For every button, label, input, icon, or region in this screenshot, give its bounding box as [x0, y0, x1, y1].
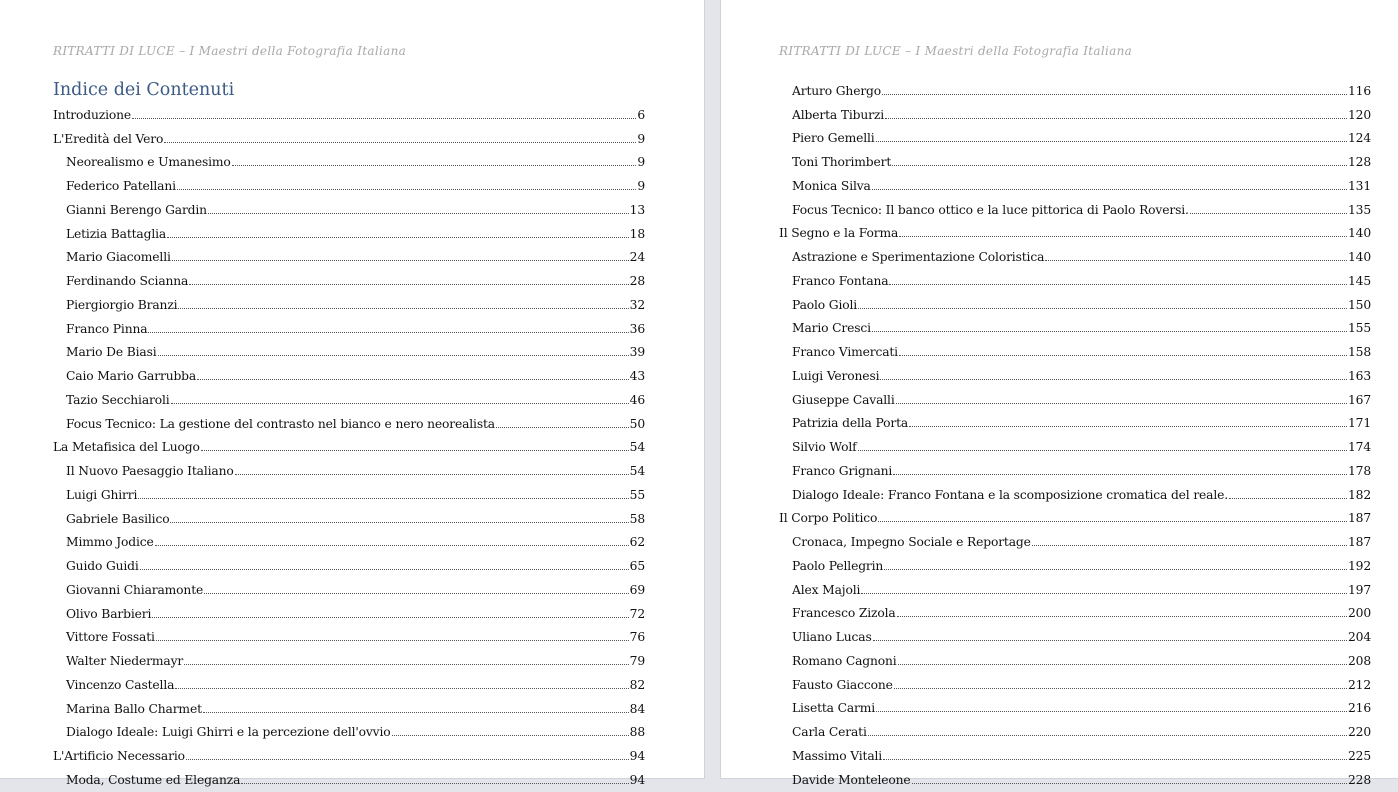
- toc-leader-dots: [893, 474, 1347, 475]
- toc-entry[interactable]: [779, 578, 1371, 602]
- toc-entry[interactable]: [779, 222, 1371, 246]
- running-header: RITRATTI DI LUCE – I Maestri della Fotografia Italiana: [53, 44, 407, 58]
- toc-entry[interactable]: [779, 340, 1371, 364]
- toc-entry[interactable]: [779, 673, 1371, 697]
- toc-leader-dots: [896, 403, 1347, 404]
- toc-page-number: 192: [1347, 558, 1371, 573]
- toc-leader-dots: [208, 213, 629, 214]
- toc-leader-dots: [909, 426, 1347, 427]
- toc-leader-dots: [889, 284, 1347, 285]
- toc-entry-title: Tazio Secchiaroli: [66, 392, 170, 407]
- toc-entry[interactable]: [779, 625, 1371, 649]
- toc-entry[interactable]: [53, 531, 645, 555]
- toc-page-number: 167: [1347, 392, 1371, 407]
- toc-page-number: 24: [629, 250, 645, 265]
- toc-entry-title: Franco Grignani: [792, 463, 893, 478]
- toc-entry[interactable]: [779, 744, 1371, 768]
- toc-entry[interactable]: [779, 293, 1371, 317]
- toc-entry[interactable]: [53, 697, 645, 721]
- toc-entry-title: Introduzione: [53, 107, 132, 122]
- toc-leader-dots: [132, 118, 636, 119]
- toc-entry[interactable]: [779, 602, 1371, 626]
- toc-page-number: 43: [629, 369, 645, 384]
- toc-leader-dots: [177, 189, 636, 190]
- toc-entry-title: Piergiorgio Branzi: [66, 297, 178, 312]
- toc-page-number: 32: [629, 297, 645, 312]
- toc-page-number: 58: [629, 511, 645, 526]
- toc-leader-dots: [197, 379, 629, 380]
- toc-leader-dots: [873, 640, 1347, 641]
- toc-page-number: 155: [1347, 321, 1371, 336]
- toc-page-number: 69: [629, 582, 645, 597]
- toc-entry[interactable]: [779, 412, 1371, 436]
- toc-entry[interactable]: [53, 222, 645, 246]
- toc-leader-dots: [155, 545, 629, 546]
- toc-page-number: 128: [1347, 155, 1371, 170]
- toc-entry-title: La Metafisica del Luogo: [53, 440, 200, 455]
- toc-leader-dots: [496, 427, 629, 428]
- toc-leader-dots: [892, 165, 1347, 166]
- toc-entry[interactable]: [53, 768, 645, 792]
- toc-page-number: 18: [629, 226, 645, 241]
- toc-leader-dots: [876, 141, 1347, 142]
- toc-page-number: 120: [1347, 107, 1371, 122]
- toc-leader-dots: [148, 332, 628, 333]
- toc-page-number: 228: [1347, 772, 1371, 787]
- toc-entry-title: Astrazione e Sperimentazione Coloristica: [792, 250, 1045, 265]
- toc-entry-title: Moda, Costume ed Eleganza: [66, 772, 241, 787]
- toc-leader-dots: [868, 735, 1347, 736]
- toc-page-number: 6: [637, 107, 645, 122]
- toc-leader-dots: [1229, 498, 1347, 499]
- toc-leader-dots: [175, 688, 628, 689]
- toc-leader-dots: [894, 688, 1347, 689]
- toc-entry[interactable]: [53, 269, 645, 293]
- toc-entry-title: L'Artificio Necessario: [53, 749, 185, 764]
- toc-leader-dots: [241, 783, 628, 784]
- toc-entry-title: Letizia Battaglia: [66, 226, 167, 241]
- toc-entry-title: Vittore Fossati: [66, 630, 155, 645]
- toc-entry[interactable]: [53, 744, 645, 768]
- toc-leader-dots: [138, 498, 628, 499]
- toc-entry[interactable]: [779, 697, 1371, 721]
- toc-entry-title: Arturo Ghergo: [792, 83, 882, 98]
- toc-page-number: 140: [1347, 226, 1371, 241]
- toc-page-number: 36: [629, 321, 645, 336]
- toc-page-number: 116: [1347, 83, 1371, 98]
- toc-leader-dots: [897, 616, 1347, 617]
- toc-entry[interactable]: [53, 364, 645, 388]
- toc-page-number: 9: [637, 179, 645, 194]
- toc-entry-title: Dialogo Ideale: Franco Fontana e la scomposizione cromatica del reale.: [792, 487, 1229, 502]
- toc-entry[interactable]: [779, 79, 1371, 103]
- toc-page-number: 72: [629, 606, 645, 621]
- toc-page-number: 178: [1347, 463, 1371, 478]
- toc-entry-title: Franco Vimercati: [792, 345, 898, 360]
- toc-leader-dots: [204, 593, 629, 594]
- toc-entry-title: Guido Guidi: [66, 559, 139, 574]
- toc-leader-dots: [882, 94, 1347, 95]
- toc-page-number: 82: [629, 677, 645, 692]
- toc-leader-dots: [152, 617, 628, 618]
- toc-entry-title: Fausto Giaccone: [792, 677, 893, 692]
- toc-entry[interactable]: [53, 602, 645, 626]
- toc-page-number: 197: [1347, 582, 1371, 597]
- toc-leader-dots: [184, 664, 629, 665]
- toc-entry[interactable]: [53, 483, 645, 507]
- toc-entry-title: Romano Cagnoni: [792, 653, 897, 668]
- toc-page-number: 55: [629, 487, 645, 502]
- toc-entry-title: Gabriele Basilico: [66, 511, 170, 526]
- toc-page-number: 39: [629, 345, 645, 360]
- toc-leader-dots: [201, 450, 629, 451]
- toc-entry[interactable]: [53, 174, 645, 198]
- toc-entry-title: Il Nuovo Paesaggio Italiano: [66, 464, 234, 479]
- toc-entry[interactable]: [53, 578, 645, 602]
- toc-entry[interactable]: [779, 649, 1371, 673]
- toc-entry[interactable]: [779, 768, 1371, 792]
- toc-leader-dots: [858, 308, 1347, 309]
- toc-entry[interactable]: [779, 530, 1371, 554]
- toc-leader-dots: [189, 284, 628, 285]
- toc-entry[interactable]: [779, 103, 1371, 127]
- toc-entry[interactable]: [779, 198, 1371, 222]
- toc-entry[interactable]: [779, 174, 1371, 198]
- toc-entry-title: Francesco Zizola: [792, 606, 896, 621]
- toc-entry-title: Massimo Vitali: [792, 748, 883, 763]
- toc-page-number: 94: [629, 772, 645, 787]
- toc-page-number: 171: [1347, 416, 1371, 431]
- toc-leader-dots: [861, 593, 1347, 594]
- toc-leader-dots: [899, 355, 1347, 356]
- toc-page-number: 124: [1347, 131, 1371, 146]
- toc-entry-title: Focus Tecnico: Il banco ottico e la luce pittorica di Paolo Roversi.: [792, 202, 1189, 217]
- toc-leader-dots: [178, 308, 628, 309]
- toc-entry-title: Mario De Biasi: [66, 345, 157, 360]
- toc-page-number: 204: [1347, 630, 1371, 645]
- toc-entry-title: Uliano Lucas: [792, 630, 872, 645]
- toc-leader-dots: [899, 236, 1347, 237]
- toc-page-number: 208: [1347, 653, 1371, 668]
- toc-page-number: 135: [1347, 202, 1371, 217]
- toc-page-number: 220: [1347, 725, 1371, 740]
- toc-leader-dots: [170, 522, 628, 523]
- toc-page-number: 79: [629, 654, 645, 669]
- toc-entry-title: Neorealismo e Umanesimo: [66, 155, 231, 170]
- toc-page-number: 140: [1347, 250, 1371, 265]
- toc-entry-title: Luigi Ghirri: [66, 487, 138, 502]
- toc-entry-title: Vincenzo Castella: [66, 677, 175, 692]
- toc-page-number: 174: [1347, 440, 1371, 455]
- toc-entry-title: Ferdinando Scianna: [66, 274, 189, 289]
- toc-page-number: 225: [1347, 748, 1371, 763]
- toc-leader-dots: [171, 403, 629, 404]
- toc-entry[interactable]: [779, 720, 1371, 744]
- running-header: RITRATTI DI LUCE – I Maestri della Fotografia Italiana: [779, 44, 1133, 58]
- toc-list-right: [779, 79, 1371, 792]
- toc-entry-title: Toni Thorimbert: [792, 155, 892, 170]
- toc-leader-dots: [883, 759, 1347, 760]
- toc-leader-dots: [186, 759, 629, 760]
- toc-entry-title: Olivo Barbieri: [66, 606, 152, 621]
- toc-leader-dots: [885, 118, 1347, 119]
- toc-entry-title: Paolo Pellegrin: [792, 558, 884, 573]
- toc-page-number: 88: [629, 725, 645, 740]
- toc-entry[interactable]: [53, 317, 645, 341]
- toc-entry[interactable]: [53, 151, 645, 175]
- toc-leader-dots: [878, 521, 1347, 522]
- toc-entry-title: Mario Cresci: [792, 321, 871, 336]
- toc-page-number: 216: [1347, 701, 1371, 716]
- toc-entry-title: Monica Silva: [792, 178, 871, 193]
- toc-entry[interactable]: [779, 127, 1371, 151]
- toc-entry-title: Mimmo Jodice: [66, 535, 154, 550]
- toc-entry-title: Piero Gemelli: [792, 131, 875, 146]
- toc-entry[interactable]: [53, 127, 645, 151]
- toc-page-number: 182: [1347, 487, 1371, 502]
- toc-entry-title: L'Eredità del Vero: [53, 131, 164, 146]
- toc-leader-dots: [912, 783, 1347, 784]
- toc-entry[interactable]: [779, 507, 1371, 531]
- toc-page-number: 84: [629, 701, 645, 716]
- toc-leader-dots: [156, 640, 629, 641]
- toc-entry[interactable]: [53, 626, 645, 650]
- document-page-right: [721, 0, 1398, 787]
- toc-entry[interactable]: [779, 150, 1371, 174]
- toc-leader-dots: [140, 569, 629, 570]
- toc-entry-title: Il Corpo Politico: [779, 511, 878, 526]
- toc-page-number: 212: [1347, 677, 1371, 692]
- toc-page-number: 54: [629, 440, 645, 455]
- toc-page-number: 150: [1347, 297, 1371, 312]
- toc-entry-title: Dialogo Ideale: Luigi Ghirri e la percezione dell'ovvio: [66, 725, 391, 740]
- toc-entry-title: Patrizia della Porta: [792, 416, 909, 431]
- toc-entry[interactable]: [779, 435, 1371, 459]
- toc-entry-title: Federico Patellani: [66, 179, 176, 194]
- toc-entry-title: Paolo Gioli: [792, 297, 858, 312]
- toc-leader-dots: [898, 664, 1347, 665]
- toc-entry[interactable]: [53, 412, 645, 436]
- toc-leader-dots: [858, 450, 1347, 451]
- toc-leader-dots: [392, 735, 629, 736]
- toc-leader-dots: [158, 355, 629, 356]
- toc-entry-title: Marina Ballo Charmet: [66, 701, 202, 716]
- toc-entry[interactable]: [779, 554, 1371, 578]
- toc-entry[interactable]: [53, 507, 645, 531]
- toc-leader-dots: [1190, 213, 1347, 214]
- toc-entry-title: Franco Fontana: [792, 273, 889, 288]
- toc-leader-dots: [235, 474, 629, 475]
- toc-entry-title: Franco Pinna: [66, 321, 148, 336]
- toc-entry[interactable]: [779, 388, 1371, 412]
- toc-entry-title: Focus Tecnico: La gestione del contrasto nel bianco e nero neorealista: [66, 416, 495, 431]
- toc-leader-dots: [876, 711, 1347, 712]
- toc-page-number: 187: [1347, 535, 1371, 550]
- toc-leader-dots: [1045, 260, 1347, 261]
- toc-entry-title: Alex Majoli: [792, 582, 861, 597]
- toc-page-number: 145: [1347, 273, 1371, 288]
- toc-page-number: 65: [629, 559, 645, 574]
- toc-page-number: 50: [629, 416, 645, 431]
- toc-entry[interactable]: [53, 459, 645, 483]
- toc-entry[interactable]: [779, 317, 1371, 341]
- toc-entry[interactable]: [53, 246, 645, 270]
- toc-entry[interactable]: [53, 673, 645, 697]
- toc-page-number: 9: [637, 155, 645, 170]
- toc-page-number: 9: [637, 131, 645, 146]
- toc-entry-title: Lisetta Carmi: [792, 701, 876, 716]
- toc-entry[interactable]: [779, 269, 1371, 293]
- toc-entry[interactable]: [53, 721, 645, 745]
- toc-entry-title: Il Segno e la Forma: [779, 226, 899, 241]
- toc-entry-title: Davide Monteleone: [792, 772, 911, 787]
- toc-entry-title: Giuseppe Cavalli: [792, 392, 895, 407]
- toc-page-number: 94: [629, 749, 645, 764]
- toc-entry-title: Alberta Tiburzi: [792, 107, 884, 122]
- toc-entry-title: Carla Cerati: [792, 725, 867, 740]
- toc-page-number: 62: [629, 535, 645, 550]
- toc-entry-title: Cronaca, Impegno Sociale e Reportage: [792, 535, 1031, 550]
- toc-entry-title: Silvio Wolf: [792, 440, 857, 455]
- toc-page-number: 28: [629, 274, 645, 289]
- toc-page-number: 76: [629, 630, 645, 645]
- toc-entry-title: Caio Mario Garrubba: [66, 369, 197, 384]
- toc-leader-dots: [164, 142, 636, 143]
- toc-entry[interactable]: [53, 436, 645, 460]
- toc-list-left: [53, 103, 645, 792]
- toc-entry[interactable]: [53, 554, 645, 578]
- toc-page-number: 187: [1347, 511, 1371, 526]
- toc-title: Indice dei Contenuti: [53, 80, 235, 100]
- toc-entry[interactable]: [53, 198, 645, 222]
- toc-leader-dots: [203, 712, 629, 713]
- toc-entry[interactable]: [53, 103, 645, 127]
- toc-page-number: 13: [629, 202, 645, 217]
- toc-entry-title: Walter Niedermayr: [66, 654, 184, 669]
- toc-leader-dots: [872, 331, 1347, 332]
- toc-page-number: 46: [629, 392, 645, 407]
- toc-entry[interactable]: [779, 245, 1371, 269]
- toc-leader-dots: [884, 569, 1347, 570]
- toc-page-number: 200: [1347, 606, 1371, 621]
- toc-leader-dots: [232, 165, 637, 166]
- toc-entry[interactable]: [779, 483, 1371, 507]
- toc-entry[interactable]: [53, 293, 645, 317]
- toc-page-number: 163: [1347, 368, 1371, 383]
- toc-leader-dots: [167, 237, 629, 238]
- toc-entry[interactable]: [53, 388, 645, 412]
- toc-entry[interactable]: [53, 649, 645, 673]
- toc-leader-dots: [1032, 545, 1347, 546]
- toc-leader-dots: [172, 260, 629, 261]
- toc-leader-dots: [880, 379, 1347, 380]
- toc-entry-title: Mario Giacomelli: [66, 250, 171, 265]
- toc-entry[interactable]: [53, 341, 645, 365]
- toc-entry-title: Luigi Veronesi: [792, 368, 880, 383]
- toc-page-number: 131: [1347, 178, 1371, 193]
- toc-entry[interactable]: [779, 364, 1371, 388]
- toc-page-number: 158: [1347, 345, 1371, 360]
- toc-entry[interactable]: [779, 459, 1371, 483]
- toc-entry-title: Gianni Berengo Gardin: [66, 202, 207, 217]
- toc-entry-title: Giovanni Chiaramonte: [66, 582, 204, 597]
- toc-page-number: 54: [629, 464, 645, 479]
- toc-leader-dots: [872, 189, 1347, 190]
